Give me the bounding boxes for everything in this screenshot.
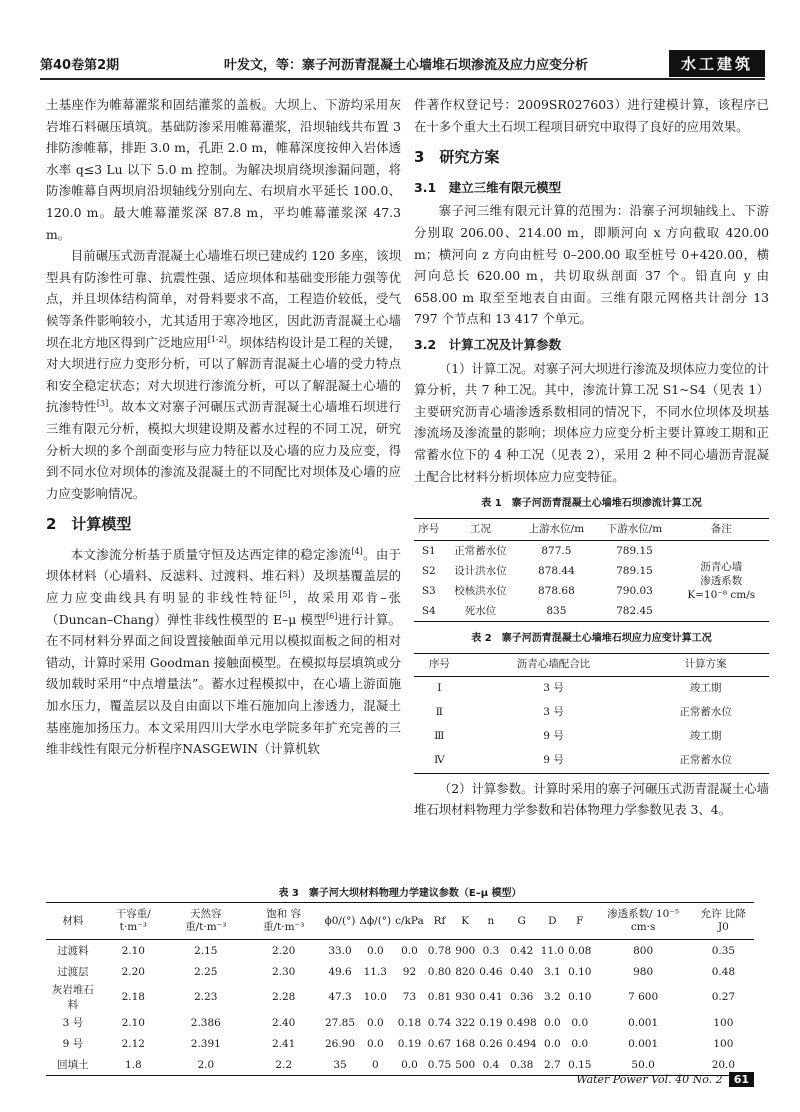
table-cell: 回填土: [57, 1059, 89, 1071]
table-cell: 0.46: [479, 965, 503, 978]
table-cell: 正常蓄水位: [454, 545, 507, 558]
section-heading: 3 研究方案: [414, 148, 500, 167]
table-header: F: [576, 914, 584, 927]
table-cell: 930: [455, 991, 476, 1003]
paragraph: 本文渗流分析基于质量守恒及达西定律的稳定渗流[4]。由于坝体材料（心墙料、反滤料、过渡料、堆石料）及坝基覆盖层的应力应变曲线具有明显的非线性特征[5]，故采用邓肯–张（Duncan–Chang）弹性非线性模型的 E–μ 模型[6]进行计算。在不同材料分界面之间设置接触面单元用以模拟面板之间的相对错动，计算时采用 Goodman 接触面模型。在模拟每层填筑或分级加载时采用“中点增量法”。蓄水过程模拟中，在心墙上游面施加水压力，覆盖层以及自由面以下堆石施加向上渗透力，混凝土基座施加扬压力。本文采用四川大学水电学院多年扩充完善的三维非线性有限元分析程序NASGEWIN（计算机软: [46, 546, 402, 757]
table-cell: 92: [402, 965, 417, 978]
table-cell: 0.41: [479, 991, 503, 1003]
table-cell: 0.0: [366, 944, 384, 957]
table-cell: 0.10: [568, 965, 592, 978]
table-cell: 0.38: [509, 1058, 534, 1071]
table-header: 天然容 重/t·m⁻³: [185, 908, 227, 933]
section-heading: 2 计算模型: [46, 515, 132, 534]
table-header: 饱和 容重/t·m⁻³: [263, 908, 305, 933]
table-cell: 782.45: [616, 605, 653, 618]
table-cell: 35: [333, 1058, 347, 1071]
table-cell: 835: [546, 605, 567, 618]
table-cell: 10.0: [363, 991, 387, 1003]
table-header: 工况: [469, 522, 491, 535]
table-cell: Ⅳ: [434, 754, 445, 767]
table-header: 干容重/ t·m⁻³: [115, 908, 151, 933]
table-cell: 正常蓄水位: [679, 706, 732, 719]
subsection-heading: 3.2 计算工况及计算参数: [414, 336, 562, 352]
table-cell: 322: [455, 1016, 476, 1029]
table-cell: 500: [455, 1058, 476, 1071]
table-cell: 0.15: [568, 1058, 592, 1071]
page-header: [40, 46, 765, 80]
table1-caption: 表 1 寨子河沥青混凝土心墙堆石坝渗流计算工况: [481, 498, 702, 510]
table-cell: Ⅲ: [434, 730, 445, 743]
citation: [3]: [96, 399, 109, 409]
table-cell: 2.0: [197, 1058, 215, 1071]
table-cell: 0.0: [401, 944, 418, 957]
table-cell: 过渡料: [57, 945, 89, 957]
table-header: K: [461, 914, 470, 927]
table-cell: 26.90: [324, 1037, 356, 1050]
table-cell: 0.35: [711, 944, 736, 957]
left-column: [46, 94, 401, 760]
table-cell: 7 600: [628, 991, 659, 1003]
table-row: [46, 1012, 754, 1033]
table-header: ϕ0/(°): [324, 914, 356, 927]
table-cell: 33.0: [328, 944, 352, 957]
table-cell: 0.0: [366, 1016, 384, 1029]
table-cell: 2.18: [121, 991, 145, 1003]
table-cell: 50.0: [631, 1058, 655, 1071]
table-cell: 0.001: [628, 1037, 659, 1050]
table-cell: 0.78: [427, 944, 452, 957]
table-header: 序号: [428, 658, 450, 671]
table-cell: 正常蓄水位: [679, 754, 732, 767]
table-cell: 27.85: [324, 1016, 356, 1029]
paragraph: （2）计算参数。计算时采用的寨子河碾压式沥青混凝土心墙堆石坝材料物理力学参数和岩体物理力学参数见表 3、4。: [414, 780, 769, 818]
table-row: [414, 701, 769, 725]
table-row: [414, 541, 769, 562]
citation: [5]: [279, 589, 291, 599]
table-cell: 0.18: [397, 1016, 422, 1029]
table-cell: 2.28: [271, 991, 296, 1003]
table-row: [46, 961, 754, 982]
table-header: 沥青心墙配合比: [516, 658, 591, 671]
table-cell: 980: [633, 965, 654, 978]
table-header: Δϕ/(°): [359, 914, 392, 927]
table-cell: 3 号: [543, 682, 564, 695]
table3-block: [46, 878, 754, 1076]
table-cell: 0.10: [568, 991, 592, 1003]
table-cell: 0.80: [427, 965, 452, 978]
table-cell: 0: [371, 1058, 379, 1071]
table-header: 下游水位/m: [606, 522, 663, 535]
table-cell: 878.44: [538, 565, 575, 578]
table-cell: 0.75: [427, 1058, 452, 1071]
table-cell: 0.74: [427, 1016, 452, 1029]
table-cell: 0.48: [711, 965, 736, 978]
table-row: [414, 725, 769, 749]
table-cell: 877.5: [541, 545, 572, 558]
table-header: 序号: [418, 522, 440, 535]
table-cell: S2: [421, 565, 436, 578]
citation: [6]: [326, 611, 338, 621]
table-cell: 0.494: [506, 1037, 537, 1050]
subsection-heading: 3.1 建立三维有限元模型: [414, 179, 562, 195]
table-cell: 校核洪水位: [454, 585, 507, 598]
table-cell: 73: [402, 991, 417, 1003]
table-cell: 竣工期: [689, 682, 722, 695]
table-cell: 2.30: [271, 965, 296, 978]
table-cell: 0.67: [427, 1037, 452, 1050]
table-cell: 2.391: [190, 1037, 221, 1050]
table-cell: 800: [633, 944, 654, 957]
table-cell: 竣工期: [689, 730, 722, 743]
table-cell: 0.08: [568, 944, 592, 957]
table-cell: 3 号: [62, 1017, 84, 1029]
table-cell: 0.19: [397, 1037, 422, 1050]
table-cell: 0.0: [571, 1037, 589, 1050]
table1: [414, 518, 769, 623]
table-cell: 100: [713, 1016, 734, 1029]
journal-logo: 水工建筑: [669, 50, 765, 77]
table-header: 上游水位/m: [528, 522, 585, 535]
table-cell: 0.0: [366, 1037, 384, 1050]
page-footer: [576, 1072, 754, 1087]
table-cell: 1.8: [124, 1058, 142, 1071]
table-cell: 0.27: [711, 991, 736, 1003]
citation: [4]: [351, 546, 363, 556]
table-cell: 11.0: [540, 944, 565, 957]
table-cell: 2.41: [271, 1037, 296, 1050]
table-cell: 2.7: [544, 1058, 561, 1071]
table-cell: 900: [455, 944, 476, 957]
table-row: [46, 982, 754, 1012]
table-cell: S4: [421, 605, 436, 618]
table-cell: 0.4: [482, 1058, 500, 1071]
table-cell: 3.1: [544, 965, 561, 978]
table-cell: 0.19: [479, 1016, 503, 1029]
table-cell: 2.20: [271, 944, 296, 957]
table-cell: 168: [455, 1037, 476, 1050]
table-header: 备注: [710, 522, 732, 535]
table1-note: 沥青心墙 渗透系数 K=10⁻⁸ cm/s: [687, 561, 756, 602]
table-row: [46, 940, 754, 962]
table3-caption: 表 3 寨子河大坝材料物理力学建议参数（E–μ 模型）: [278, 888, 522, 899]
paragraph: 土基座作为帷幕灌浆和固结灌浆的盖板。大坝上、下游均采用灰岩堆石料碾压填筑。基础防渗采用帷幕灌浆，沿坝轴线共布置 3 排防渗帷幕，排距 3.0 m，孔距 2.0 m，帷幕深度按伸入岩体透水率 q≤3 Lu 以下 5.0 m 控制。为解决坝肩绕坝渗漏问题，将防渗帷幕自两坝肩沿坝轴线分别向左、右坝肩水平延长 100.0、120.0 m。最大帷幕灌浆深 87.8 m，平均帷幕灌浆深 47.3 m。: [46, 97, 401, 242]
table-cell: 9 号: [543, 754, 564, 767]
table-cell: S3: [421, 585, 436, 598]
table-cell: Ⅱ: [435, 706, 443, 719]
table-cell: 0.26: [479, 1037, 503, 1050]
table-cell: 死水位: [464, 605, 497, 618]
page-number: 61: [729, 1072, 754, 1087]
table-cell: 0.0: [571, 1016, 589, 1029]
table-cell: 790.03: [616, 585, 653, 598]
table-header: 允许 比降 J0: [700, 908, 747, 933]
table-cell: 0.0: [544, 1016, 561, 1029]
table-cell: 2.10: [121, 944, 145, 957]
table-cell: 0.81: [427, 991, 452, 1003]
table-cell: 灰岩堆石料: [51, 984, 94, 1011]
table-row: [46, 1033, 754, 1054]
table-header: 渗透系数/ 10⁻⁵ cm·s: [607, 908, 680, 933]
table-cell: 878.68: [538, 585, 575, 598]
table-row: [414, 676, 769, 701]
table-cell: 0.0: [401, 1058, 418, 1071]
table-cell: 0.42: [509, 944, 534, 957]
table-cell: 2.386: [190, 1016, 221, 1029]
table-cell: 0.40: [509, 965, 534, 978]
table-cell: Ⅰ: [437, 682, 442, 695]
table-cell: 49.6: [328, 965, 352, 978]
table2-caption: 表 2 寨子河沥青混凝土心墙堆石坝应力应变计算工况: [471, 633, 712, 645]
right-column: [414, 94, 769, 821]
table-cell: 0.0: [544, 1037, 561, 1050]
table-cell: 2.12: [121, 1037, 145, 1050]
table2: [414, 653, 769, 774]
table-header: 材料: [62, 914, 84, 927]
table-cell: 0.498: [506, 1016, 537, 1029]
table-cell: 2.2: [275, 1058, 293, 1071]
running-title: 叶发文，等：寨子河沥青混凝土心墙堆石坝渗流及应力应变分析: [224, 58, 589, 73]
table-header: D: [548, 914, 557, 927]
table-cell: 2.25: [194, 965, 218, 978]
table-cell: 100: [713, 1037, 734, 1050]
table-header: 计算方案: [684, 658, 727, 671]
table-cell: 3.2: [544, 991, 561, 1003]
issue-label: 第40卷第2期: [40, 58, 120, 73]
table-cell: 20.0: [711, 1058, 736, 1071]
table-cell: 过渡层: [57, 966, 89, 978]
table-header: c/kPa: [395, 914, 424, 927]
table-cell: S1: [421, 545, 436, 558]
table-cell: 2.40: [271, 1016, 296, 1029]
paragraph: 目前碾压式沥青混凝土心墙堆石坝已建成约 120 多座，该坝型具有防渗性可靠、抗震性强、适应坝体和基础变形能力强等优点，并且坝体结构简单，对骨料要求不高，工程造价较低，受气候等条件影响较小，尤其适用于寒冷地区，因此沥青混凝土心墙坝在北方地区得到广泛地应用[1-2]。坝体结构设计是工程的关键，对大坝进行应力变形分析，可以了解沥青混凝土心墙的受力特点和安全稳定状态；对大坝进行渗流分析，可以了解混凝土心墙的抗渗特性[3]。故本文对寨子河碾压式沥青混凝土心墙堆石坝进行三维有限元分析，模拟大坝建设期及蓄水过程的不同工况，研究分析大坝的多个剖面变形与应力特征以及心墙的应力及应变，得到不同水位对坝体的渗流及混凝土的不同配比对坝体及心墙的应力应变影响情况。: [46, 248, 402, 501]
table-cell: 789.15: [616, 545, 653, 558]
table-cell: 设计洪水位: [454, 565, 507, 578]
table-cell: 820: [455, 965, 476, 978]
table-cell: 0.001: [628, 1016, 659, 1029]
table-cell: 3 号: [543, 706, 564, 719]
paragraph: 寨子河三维有限元计算的范围为：沿寨子河坝轴线上、下游分别取 206.00、214.00 m，即顺河向 x 方向截取 420.00 m；横河向 z 方向由桩号 0–200.00 取至桩号 0+420.00，横河向总长 620.00 m，共切取纵剖面 37 个。铅直向 y 由 658.00 m 取至至地表自由面。三维有限元网格共计剖分 13 797 个节点和 13 417 个单元。: [414, 203, 769, 327]
table-cell: 9 号: [62, 1038, 84, 1050]
paragraph: （1）计算工况。对寨子河大坝进行渗流及坝体应力变位的计算分析，共 7 种工况。其中，渗流计算工况 S1~S4（见表 1）主要研究沥青心墙渗透系数相同的情况下，不同水位坝体及坝基渗流场及渗流量的影响；坝体应力应变分析主要计算竣工期和正常蓄水位下的 4 种工况（见表 2），采用 2 种不同心墙沥青混凝土配合比材料分析坝体应力应变特征。: [414, 360, 769, 484]
table-cell: 0.36: [509, 991, 534, 1003]
table-cell: 2.23: [194, 991, 218, 1003]
table-cell: 0.3: [482, 944, 500, 957]
paragraph: 件著作权登记号：2009SR027603）进行建模计算，该程序已在十多个重大土石坝工程项目研究中取得了良好的应用效果。: [414, 97, 769, 134]
table-cell: 2.10: [121, 1016, 145, 1029]
table-header: G: [517, 914, 526, 927]
table-cell: 11.3: [363, 965, 387, 978]
journal-name: Water Power Vol. 40 No. 2: [576, 1073, 723, 1086]
table-header: n: [487, 914, 495, 927]
table-cell: 2.20: [121, 965, 145, 978]
table-cell: 9 号: [543, 730, 564, 743]
table-cell: 789.15: [616, 565, 653, 578]
table-row: [414, 749, 769, 774]
table3: [46, 902, 754, 1076]
table-cell: 2.15: [194, 944, 218, 957]
table-header: Rf: [433, 914, 446, 927]
citation: [1-2]: [207, 334, 227, 344]
table-cell: 47.3: [328, 991, 352, 1003]
